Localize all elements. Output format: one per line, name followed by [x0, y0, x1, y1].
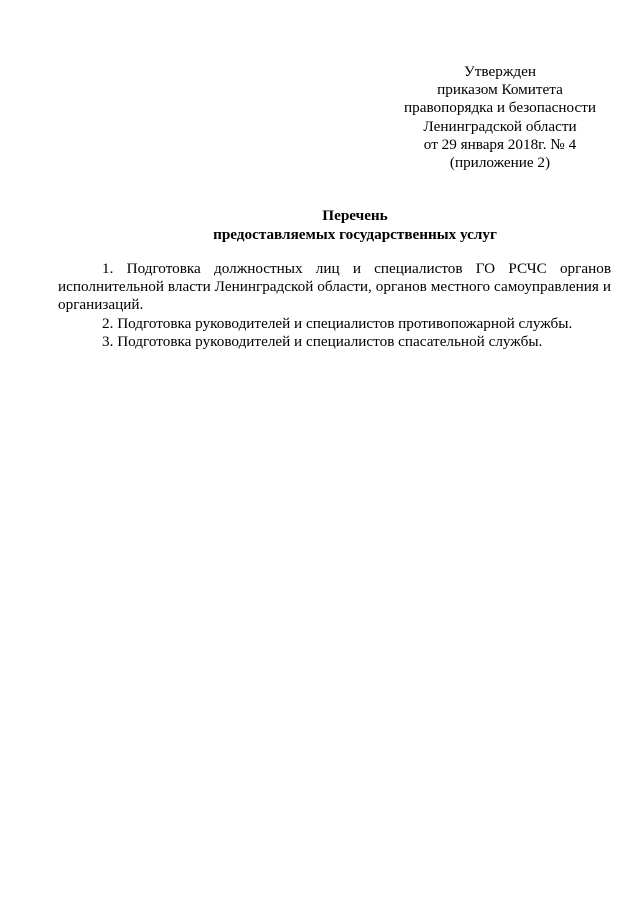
- list-item: 1. Подготовка должностных лиц и специалистов ГО РСЧС органов исполнительной власти Ленинградской области, органов местного самоуправления и организаций.: [58, 260, 611, 314]
- approval-line-appendix: (приложение 2): [449, 154, 551, 172]
- approval-line-committee: правопорядка и безопасности: [404, 99, 596, 117]
- services-list: [58, 260, 611, 351]
- approval-stamp: [400, 63, 600, 172]
- document-title: [90, 207, 620, 244]
- list-item: 3. Подготовка руководителей и специалистов спасательной службы.: [102, 332, 543, 350]
- title-line-list: Перечень: [322, 207, 388, 224]
- title-line-services: предоставляемых государственных услуг: [213, 225, 497, 243]
- approval-line-region: Ленинградской области: [423, 117, 577, 135]
- approval-line-approved: Утвержден: [464, 63, 536, 80]
- approval-line-date: от 29 января 2018г. № 4: [423, 135, 577, 153]
- approval-line-order: приказом Комитета: [437, 81, 563, 99]
- list-item: 2. Подготовка руководителей и специалистов противопожарной службы.: [102, 314, 573, 332]
